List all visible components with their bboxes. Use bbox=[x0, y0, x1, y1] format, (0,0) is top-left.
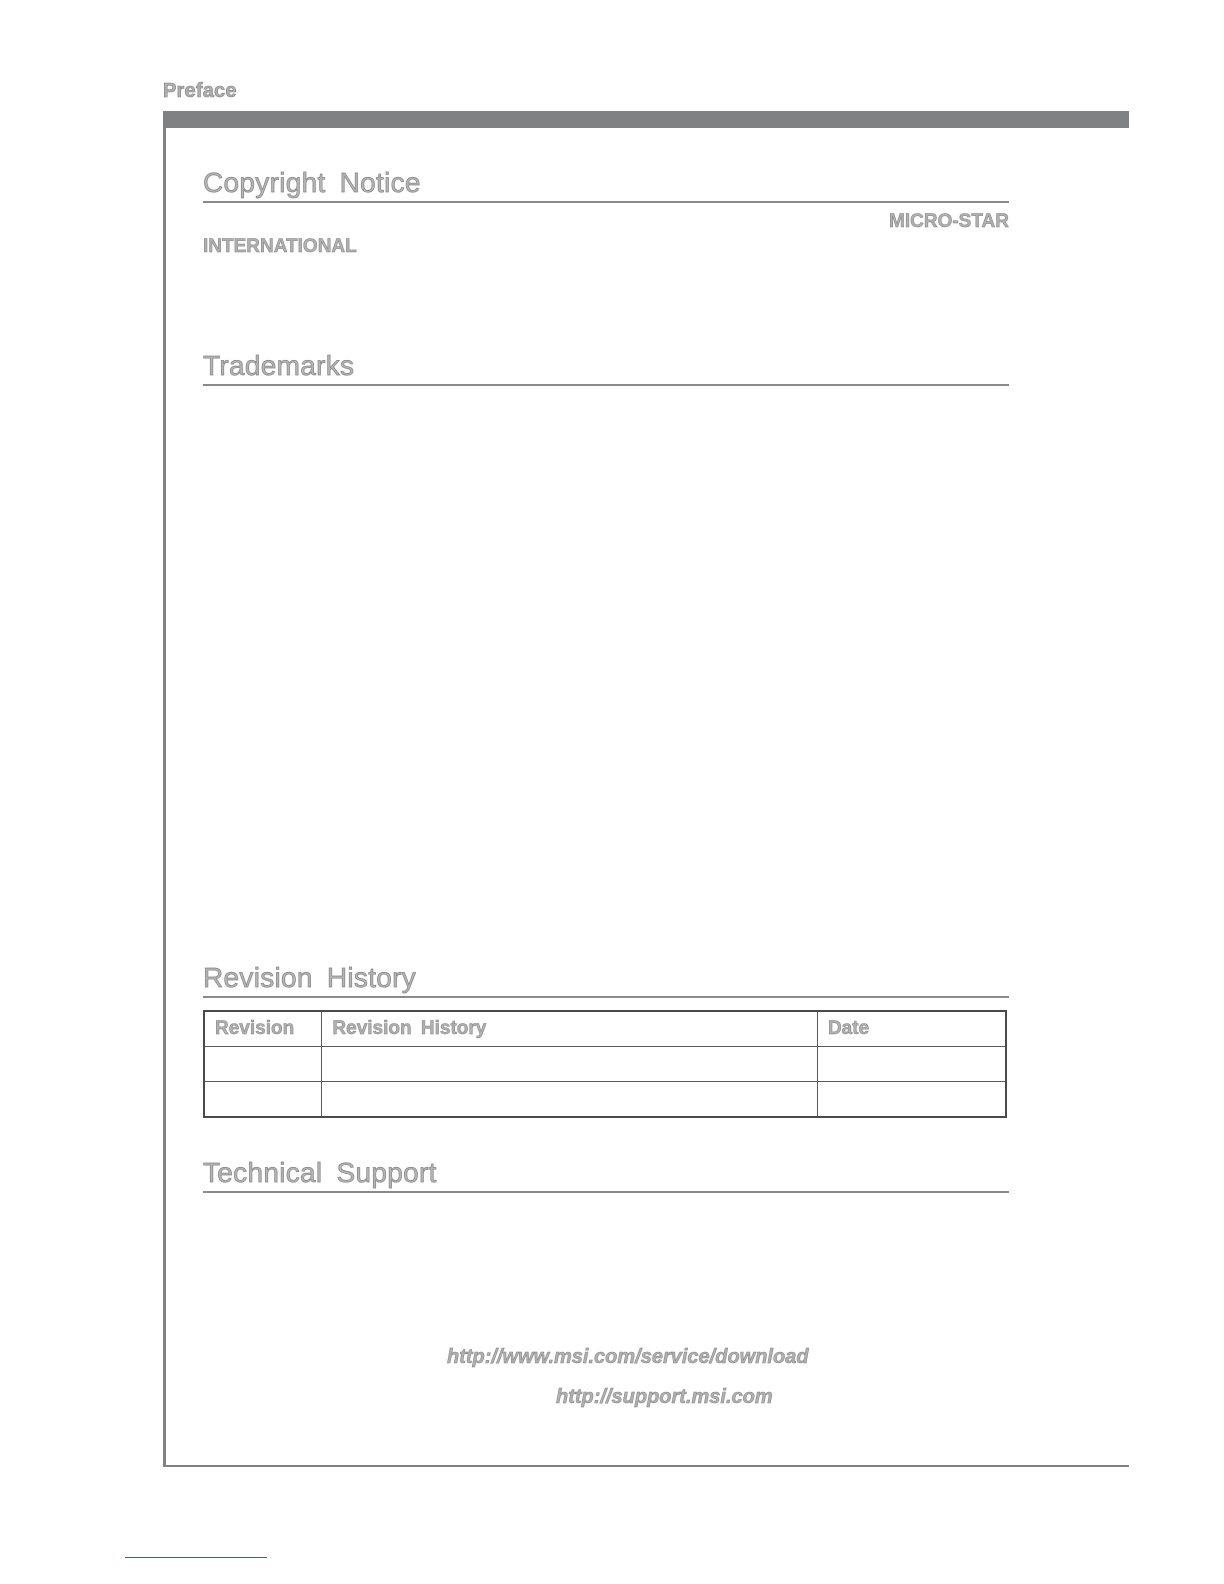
header-bar bbox=[163, 111, 1129, 128]
revision-heading: Revision History bbox=[203, 961, 1009, 998]
table-cell bbox=[817, 1082, 1006, 1118]
column-header-date: Date bbox=[817, 1011, 1006, 1047]
bottom-rule bbox=[163, 1465, 1129, 1467]
column-header-revision: Revision bbox=[204, 1011, 322, 1047]
support-heading: Technical Support bbox=[203, 1156, 1009, 1193]
table-cell bbox=[204, 1082, 322, 1118]
left-margin-rule bbox=[163, 111, 166, 1467]
column-header-revision-history: Revision History bbox=[322, 1011, 818, 1047]
table-row bbox=[204, 1047, 1006, 1082]
revision-table bbox=[203, 1010, 1007, 1118]
download-link[interactable]: http://www.msi.com/service/download bbox=[447, 1346, 809, 1368]
brand-international: INTERNATIONAL bbox=[203, 236, 357, 257]
table-cell bbox=[322, 1047, 818, 1082]
table-cell bbox=[817, 1047, 1006, 1082]
support-link[interactable]: http://support.msi.com bbox=[556, 1386, 773, 1408]
table-cell bbox=[322, 1082, 818, 1118]
brand-micro-star: MICRO-STAR bbox=[889, 211, 1009, 232]
copyright-heading: Copyright Notice bbox=[203, 166, 1009, 203]
support-section bbox=[203, 1156, 1009, 1193]
revision-section bbox=[203, 961, 1009, 1118]
chapter-label: Preface bbox=[163, 80, 237, 102]
table-header-row bbox=[204, 1011, 1006, 1047]
table-cell bbox=[204, 1047, 322, 1082]
trademarks-section bbox=[203, 349, 1009, 386]
footer-link-underline bbox=[125, 1557, 267, 1558]
copyright-body bbox=[203, 203, 1009, 261]
copyright-section bbox=[203, 166, 1009, 261]
trademarks-heading: Trademarks bbox=[203, 349, 1009, 386]
table-row bbox=[204, 1082, 1006, 1118]
